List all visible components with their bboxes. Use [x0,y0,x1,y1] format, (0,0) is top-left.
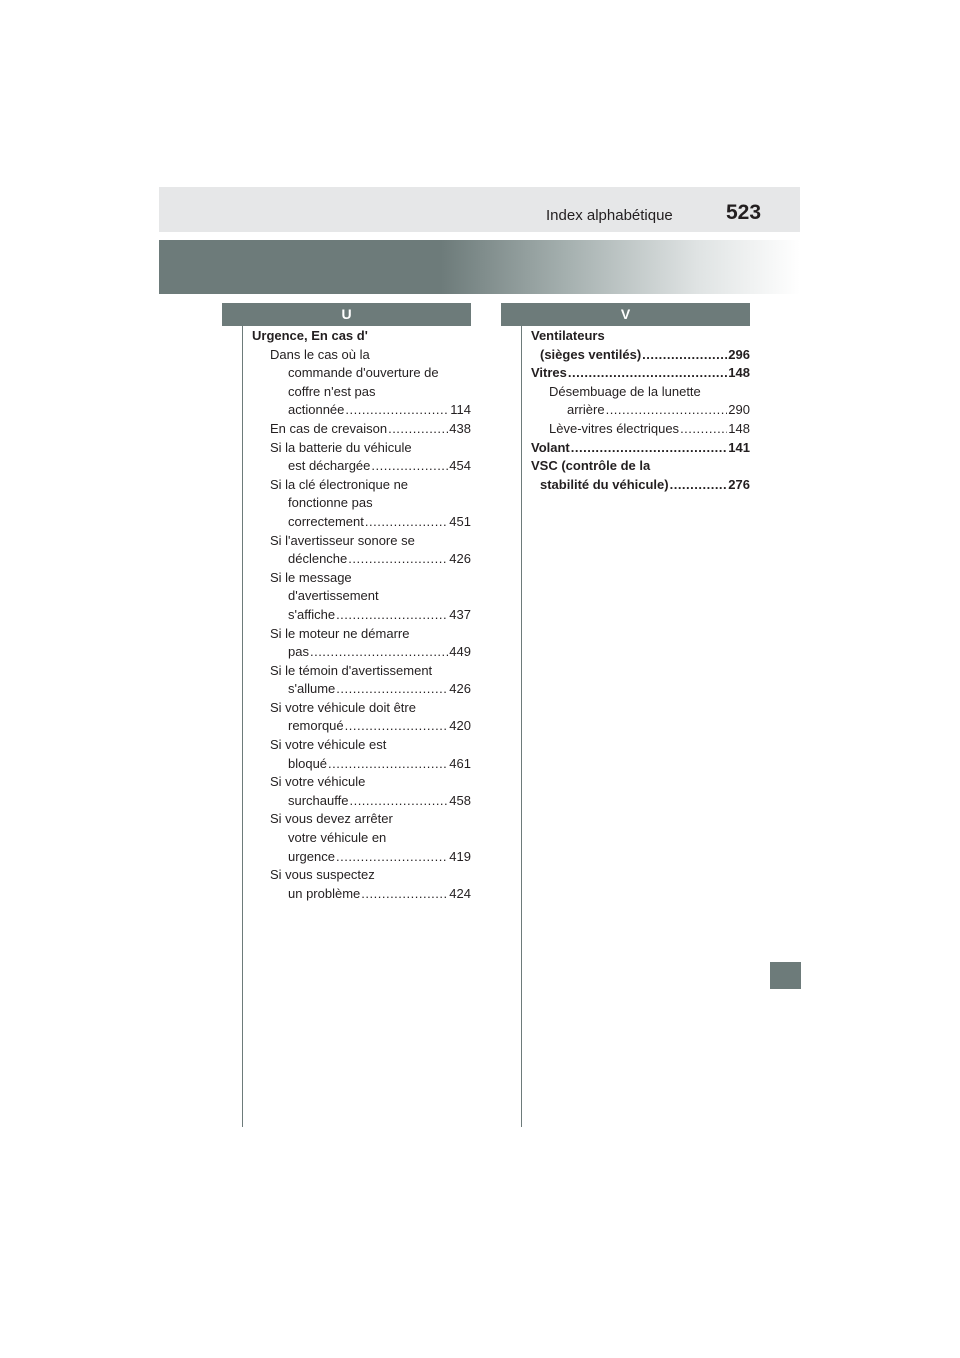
entry-line: Vitres ..... 148 [531,364,750,383]
entry-line: VSC (contrôle de la [531,458,651,474]
letter-header-v: V [501,303,750,326]
index-entry [252,476,471,532]
index-entry [531,439,750,458]
index-entry [252,773,471,810]
index-entry [531,457,750,494]
index-entry [252,736,471,773]
entry-line: stabilité du véhicule) ..... 276 [531,476,750,495]
page-ref[interactable]: 437 [449,606,471,622]
page-ref[interactable]: 420 [449,718,471,734]
page-ref[interactable]: 451 [449,513,471,529]
entry-line: fonctionne pas [288,495,373,511]
entry-line: Volant ..... 141 [531,439,750,458]
entry-line: Si vous suspectez [270,867,375,883]
page-number: 523 [726,201,762,224]
page-ref[interactable]: 141 [728,439,750,455]
column-divider-left [242,326,243,1127]
entry-line: arrière ..... 290 [531,401,750,420]
index-entry [252,662,471,699]
entry-line: urgence ..... 419 [252,848,471,867]
page-ref[interactable]: 426 [449,551,471,567]
page-ref[interactable]: 148 [728,420,750,436]
entry-line: Si la clé électronique ne [270,476,409,492]
index-heading: Urgence, En cas d' [252,328,368,343]
index-entry [252,569,471,625]
page-ref[interactable]: 296 [728,346,750,362]
entry-line: En cas de crevaison ..... 438 [252,420,471,439]
page-ref[interactable]: 449 [449,644,471,660]
page-ref[interactable]: 276 [728,476,750,492]
index-entry [252,532,471,569]
entry-line: Désembuage de la lunette [549,383,701,399]
index-entry [531,327,750,364]
entry-line: Si votre véhicule [270,774,366,790]
entry-line: Dans le cas où la [270,346,370,362]
index-entry [531,364,750,383]
page-ref[interactable]: 419 [449,848,471,864]
index-entry [531,383,750,420]
index-entry [252,699,471,736]
entry-line: Si la batterie du véhicule [270,439,412,455]
entry-line: bloqué ..... 461 [252,755,471,774]
entry-line: correctement ..... 451 [252,513,471,532]
page-ref[interactable]: 461 [449,755,471,771]
entry-line: déclenche ..... 426 [252,550,471,569]
section-title: Index alphabétique [546,207,673,224]
entry-line: remorqué ..... 420 [252,717,471,736]
entry-line: s'allume ..... 426 [252,680,471,699]
entry-line: surchauffe ..... 458 [252,792,471,811]
entry-line: d'avertissement [288,588,379,604]
index-entry [252,866,471,903]
entry-line: commande d'ouverture de [288,365,439,381]
entry-line: Si le témoin d'avertissement [270,662,433,678]
index-entry [252,420,471,439]
page-ref[interactable]: 114 [450,402,471,418]
entry-line: coffre n'est pas [288,383,376,399]
decorative-gradient-band [159,240,800,294]
chapter-tab-marker [770,962,801,989]
header-bar [159,187,800,232]
entry-line: (sièges ventilés) ..... 296 [531,346,750,365]
entry-line: est déchargée ..... 454 [252,457,471,476]
entry-line: pas ..... 449 [252,643,471,662]
page-ref[interactable]: 426 [449,681,471,697]
page-ref[interactable]: 454 [449,458,471,474]
entry-line: Si le message [270,569,352,585]
index-entry [252,810,471,866]
entry-line: Si votre véhicule est [270,737,387,753]
index-entry [252,625,471,662]
entry-line: Ventilateurs [531,328,605,343]
index-entry [252,346,471,420]
entry-line: actionnée ..... 114 [252,401,471,420]
index-column-u [252,327,471,903]
column-divider-right [521,326,522,1127]
entry-line: Si le moteur ne démarre [270,625,410,641]
page-ref[interactable]: 458 [449,792,471,808]
page-ref[interactable]: 290 [728,402,750,418]
entry-line: un problème ..... 424 [252,885,471,904]
entry-line: Lève-vitres électriques ..... 148 [531,420,750,439]
entry-line: votre véhicule en [288,830,387,846]
index-entry [252,439,471,476]
letter-header-u: U [222,303,471,326]
entry-line: Si vous devez arrêter [270,811,393,827]
entry-line: s'affiche ..... 437 [252,606,471,625]
index-column-v [531,327,750,494]
page-ref[interactable]: 424 [449,885,471,901]
entry-line: Si votre véhicule doit être [270,699,416,715]
entry-line: Si l'avertisseur sonore se [270,532,415,548]
index-entry [531,420,750,439]
page-ref[interactable]: 148 [728,365,750,381]
page-ref[interactable]: 438 [449,420,471,436]
